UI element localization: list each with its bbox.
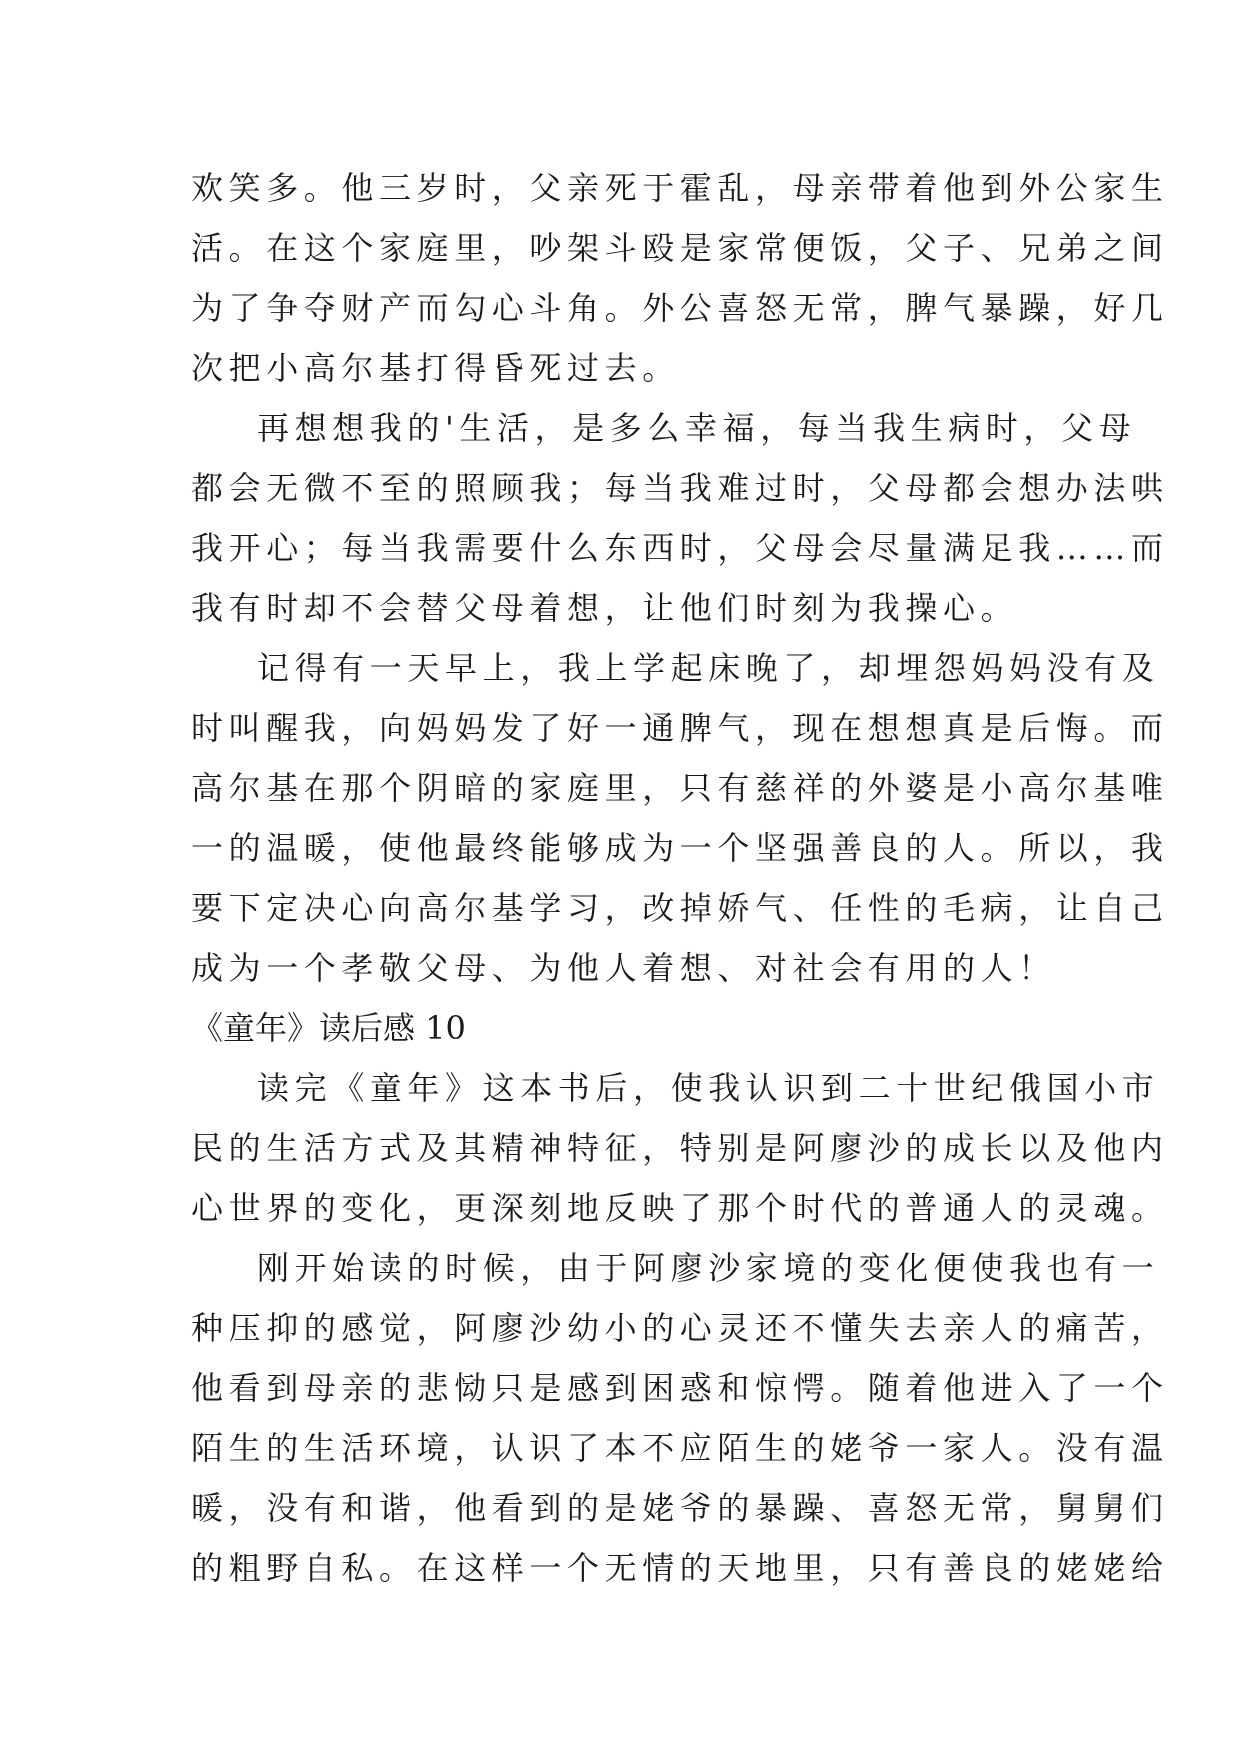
- text-line: 活。在这个家庭里，吵架斗殴是家常便饭，父子、兄弟之间: [191, 229, 1169, 267]
- text-line: 读完《童年》这本书后，使我认识到二十世纪俄国小市: [257, 1069, 1160, 1107]
- paragraph: [191, 1238, 1169, 1598]
- text-line: 暖，没有和谐，他看到的是姥爷的暴躁、喜怒无常，舅舅们: [191, 1489, 1169, 1527]
- section-heading: 《童年》读后感 10: [191, 1009, 466, 1047]
- text-line: 心世界的变化，更深刻地反映了那个时代的普通人的灵魂。: [191, 1189, 1169, 1227]
- paragraph: [191, 1058, 1169, 1238]
- text-line: 陌生的生活环境，认识了本不应陌生的姥爷一家人。没有温: [191, 1429, 1169, 1467]
- paragraph: [191, 158, 1169, 398]
- paragraph: [191, 398, 1169, 638]
- text-line: 种压抑的感觉，阿廖沙幼小的心灵还不懂失去亲人的痛苦，: [191, 1309, 1169, 1347]
- text-line: 次把小高尔基打得昏死过去。: [191, 349, 680, 387]
- text-line: 我开心；每当我需要什么东西时，父母会尽量满足我……而: [191, 529, 1169, 567]
- text-line: 为了争夺财产而勾心斗角。外公喜怒无常，脾气暴躁，好几: [191, 289, 1169, 327]
- text-line: 都会无微不至的照顾我；每当我难过时，父母都会想办法哄: [191, 469, 1169, 507]
- text-line: 时叫醒我，向妈妈发了好一通脾气，现在想想真是后悔。而: [191, 709, 1169, 747]
- text-line: 一的温暖，使他最终能够成为一个坚强善良的人。所以，我: [191, 829, 1169, 867]
- text-line: 他看到母亲的悲恸只是感到困惑和惊愕。随着他进入了一个: [191, 1369, 1169, 1407]
- text-line: 要下定决心向高尔基学习，改掉娇气、任性的毛病，让自己: [191, 889, 1169, 927]
- document-body: [191, 158, 1169, 1598]
- paragraph: [191, 638, 1169, 998]
- text-line: 记得有一天早上，我上学起床晚了，却埋怨妈妈没有及: [257, 649, 1160, 687]
- text-line: 高尔基在那个阴暗的家庭里，只有慈祥的外婆是小高尔基唯: [191, 769, 1169, 807]
- text-line: 我有时却不会替父母着想，让他们时刻为我操心。: [191, 589, 1019, 627]
- text-line: 再想想我的'生活，是多么幸福，每当我生病时，父母: [257, 409, 1137, 447]
- text-line: 的粗野自私。在这样一个无情的天地里，只有善良的姥姥给: [191, 1549, 1169, 1587]
- text-line: 刚开始读的时候，由于阿廖沙家境的变化便使我也有一: [257, 1249, 1160, 1287]
- text-line: 欢笑多。他三岁时，父亲死于霍乱，母亲带着他到外公家生: [191, 169, 1169, 207]
- text-line: 成为一个孝敬父母、为他人着想、对社会有用的人！: [191, 949, 1056, 987]
- text-line: 民的生活方式及其精神特征，特别是阿廖沙的成长以及他内: [191, 1129, 1169, 1167]
